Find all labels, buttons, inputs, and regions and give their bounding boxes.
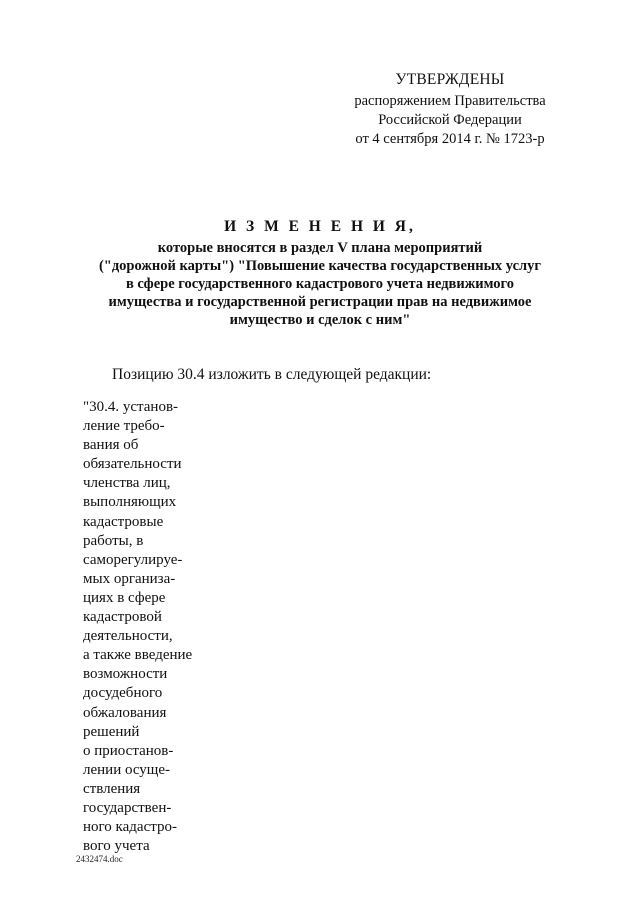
title-line: ("дорожной карты") "Повышение качества государственных услуг xyxy=(98,258,542,274)
title-heading: И З М Е Н Е Н И Я, xyxy=(224,218,416,235)
approval-heading: УТВЕРЖДЕНЫ xyxy=(395,71,505,88)
position-line: кадастровой xyxy=(83,609,162,626)
title-line: имущество и сделок с ним" xyxy=(229,312,411,328)
title-line: в сфере государственного кадастрового учета недвижимого xyxy=(125,276,515,292)
position-cell xyxy=(83,398,213,856)
position-line: ного кадастро- xyxy=(83,819,177,836)
position-line: ление требо- xyxy=(83,418,165,435)
document-title xyxy=(70,218,570,329)
approval-line: от 4 сентября 2014 г. № 1723-р xyxy=(355,131,545,147)
position-line: циях в сфере xyxy=(83,589,166,606)
position-line: обжалования xyxy=(83,704,167,721)
position-line: возможности xyxy=(83,666,168,683)
position-line: членства лиц, xyxy=(83,475,171,492)
position-line: кадастровые xyxy=(83,513,164,530)
approval-line: Российской Федерации xyxy=(378,112,522,128)
position-line: лении осуще- xyxy=(83,761,171,778)
title-line: имущества и государственной регистрации прав на недвижимое xyxy=(108,294,532,310)
position-line: ствления xyxy=(83,780,141,797)
file-name-footer: 2432474.doc xyxy=(76,854,123,864)
position-line: решений xyxy=(83,723,140,740)
position-line: о приостанов- xyxy=(83,742,174,759)
position-line: а также введение xyxy=(83,647,193,664)
position-line: деятельности, xyxy=(83,628,173,645)
position-line: обязательности xyxy=(83,456,182,473)
position-line: "30.4. установ- xyxy=(83,399,179,415)
position-line: мых организа- xyxy=(83,570,176,587)
position-line: досудебного xyxy=(83,685,163,702)
title-line: которые вносятся в раздел V плана мероприятий xyxy=(157,240,483,256)
position-line: работы, в xyxy=(83,532,144,549)
approval-line: распоряжением Правительства xyxy=(354,93,546,109)
position-line: выполняющих xyxy=(83,494,177,511)
position-line: государствен- xyxy=(83,799,172,816)
position-line: саморегулируе- xyxy=(83,551,183,568)
approval-stamp xyxy=(330,70,570,149)
position-line: вого учета xyxy=(83,838,150,855)
position-line: вания об xyxy=(83,437,139,454)
intro-paragraph: Позицию 30.4 изложить в следующей редакции: xyxy=(112,366,432,383)
